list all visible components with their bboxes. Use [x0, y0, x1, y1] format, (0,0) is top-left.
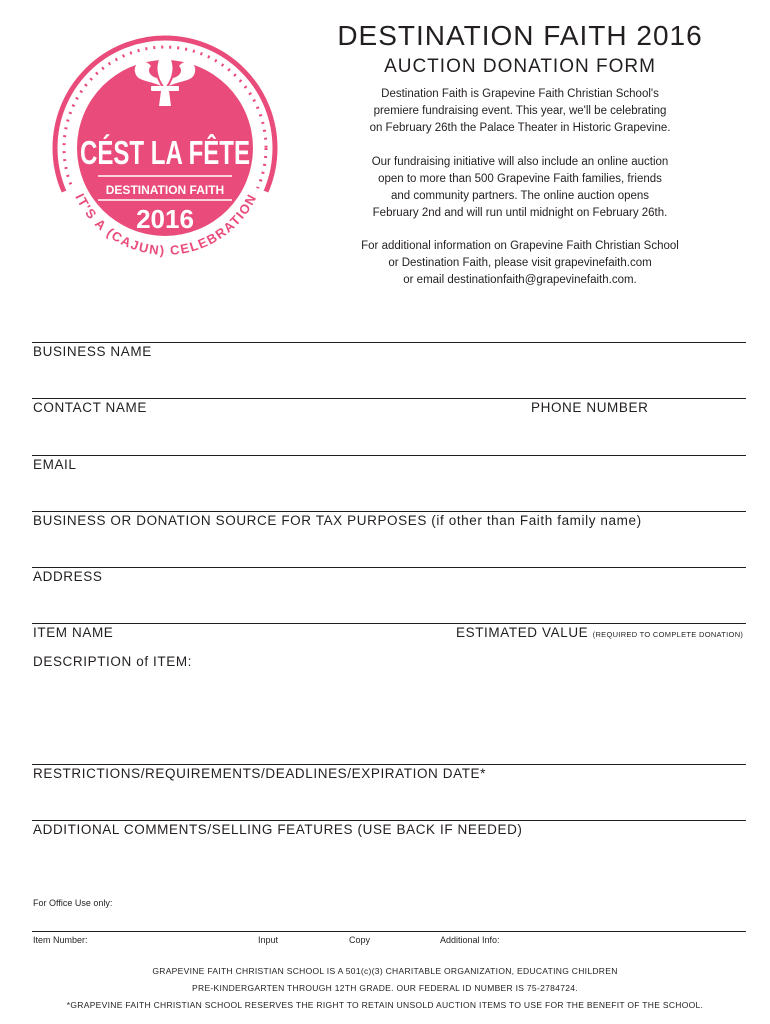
restrictions-field[interactable]: RESTRICTIONS/REQUIREMENTS/DEADLINES/EXPIRATION DATE* — [33, 766, 487, 781]
intro-line: on February 26th the Palace Theater in Historic Grapevine. — [369, 122, 671, 134]
intro-paragraph-1 — [330, 86, 710, 137]
item-number-field[interactable]: Item Number: — [33, 935, 88, 945]
phone-number-field[interactable]: PHONE NUMBER — [531, 400, 649, 415]
intro-line: For additional information on Grapevine Faith Christian School — [361, 240, 679, 252]
footer-line-2: PRE-KINDERGARTEN THROUGH 12TH GRADE. OUR FEDERAL ID NUMBER IS 75-2784724. — [192, 983, 578, 993]
estimated-value-note: (REQUIRED TO COMPLETE DONATION) — [592, 630, 744, 639]
form-rule — [32, 567, 746, 568]
form-rule — [32, 342, 746, 343]
form-rule — [32, 511, 746, 512]
intro-paragraph-2 — [330, 154, 710, 222]
estimated-value-field[interactable] — [456, 625, 743, 640]
intro-line: premiere fundraising event. This year, we'll be celebrating — [373, 105, 667, 117]
logo-year: 2016 — [136, 204, 194, 234]
item-name-field[interactable]: ITEM NAME — [33, 625, 114, 640]
email-field[interactable]: EMAIL — [33, 457, 77, 472]
input-field[interactable]: Input — [258, 935, 279, 945]
cest-la-fete-logo — [52, 14, 278, 282]
form-rule — [32, 820, 746, 821]
logo-ribbon-text: DESTINATION FAITH — [105, 183, 225, 197]
footer-line-1: GRAPEVINE FAITH CHRISTIAN SCHOOL IS A 501(c)(3) CHARITABLE ORGANIZATION, EDUCATING CHILDREN — [152, 966, 618, 976]
intro-line: Our fundraising initiative will also include an online auction — [371, 156, 669, 168]
logo-main-text: CÉST LA FÊTE — [80, 134, 250, 171]
intro-line: or Destination Faith, please visit grapevinefaith.com — [388, 257, 652, 269]
intro-line: or email destinationfaith@grapevinefaith.com. — [403, 274, 637, 286]
business-name-field[interactable]: BUSINESS NAME — [33, 344, 152, 359]
form-rule — [32, 623, 746, 624]
intro-line: February 2nd and will run until midnight on February 26th. — [372, 207, 668, 219]
logo-arc-text: IT'S A (CAJUN) CELEBRATION — [72, 190, 260, 258]
form-rule — [32, 455, 746, 456]
description-field[interactable]: DESCRIPTION of ITEM: — [33, 654, 193, 669]
comments-field[interactable]: ADDITIONAL COMMENTS/SELLING FEATURES (USE BACK IF NEEDED) — [33, 822, 523, 837]
office-rule — [32, 931, 746, 932]
footer-line-3: *GRAPEVINE FAITH CHRISTIAN SCHOOL RESERVES THE RIGHT TO RETAIN UNSOLD AUCTION ITEMS TO USE FOR THE BENEFIT OF THE SCHOOL. — [66, 1000, 704, 1010]
form-rule — [32, 764, 746, 765]
copy-field[interactable]: Copy — [349, 935, 371, 945]
office-use-heading: For Office Use only: — [33, 898, 113, 908]
form-rule — [32, 398, 746, 399]
intro-line: Destination Faith is Grapevine Faith Christian School's — [381, 88, 659, 100]
intro-line: open to more than 500 Grapevine Faith families, friends — [378, 173, 662, 185]
contact-name-field[interactable]: CONTACT NAME — [33, 400, 147, 415]
additional-info-field[interactable]: Additional Info: — [440, 935, 500, 945]
estimated-value-label: ESTIMATED VALUE — [456, 625, 589, 640]
address-field[interactable]: ADDRESS — [33, 569, 103, 584]
page-title: DESTINATION FAITH 2016 — [337, 20, 703, 51]
tax-source-field[interactable]: BUSINESS OR DONATION SOURCE FOR TAX PURPOSES (if other than Faith family name) — [33, 513, 642, 528]
form-subtitle: AUCTION DONATION FORM — [384, 56, 656, 77]
intro-paragraph-3 — [330, 238, 710, 289]
intro-line: and community partners. The online auction opens — [390, 190, 650, 202]
